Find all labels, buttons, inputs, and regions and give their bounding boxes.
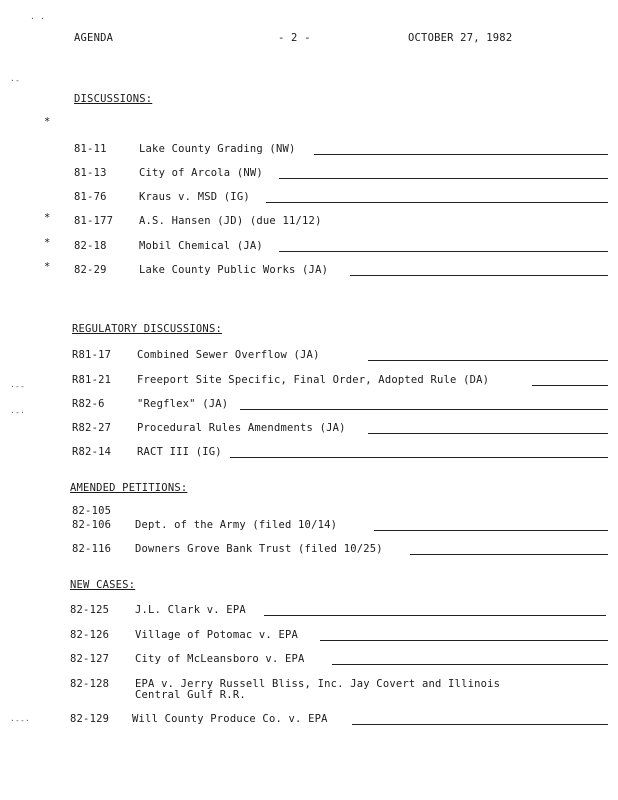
entry-line [320, 640, 608, 641]
list-item [74, 165, 608, 181]
list-item [72, 444, 608, 460]
entry-line [279, 251, 608, 252]
case-number: R82-14 [72, 446, 112, 458]
case-title: Kraus v. MSD (IG) [139, 191, 250, 203]
case-title: Mobil Chemical (JA) [139, 240, 263, 252]
case-title: EPA v. Jerry Russell Bliss, Inc. Jay Covert and Illinois [135, 678, 501, 690]
case-title: Freeport Site Specific, Final Order, Adopted Rule (DA) [137, 374, 490, 386]
case-number: 82-126 [70, 629, 110, 641]
case-title: J.L. Clark v. EPA [135, 604, 246, 616]
case-number: 82-18 [74, 240, 107, 252]
asterisk-mark: * [44, 116, 51, 128]
case-title: Procedural Rules Amendments (JA) [137, 422, 346, 434]
case-title: A.S. Hansen (JD) (due 11/12) [139, 215, 322, 227]
case-title: Dept. of the Army (filed 10/14) [135, 519, 338, 531]
list-item [72, 396, 608, 412]
entry-line [266, 202, 608, 203]
list-item [72, 372, 608, 388]
list-item [74, 262, 608, 278]
case-number: 82-128 [70, 678, 110, 690]
scan-speck: ·-- [10, 382, 26, 391]
entry-line [368, 433, 608, 434]
header-agenda-label: AGENDA [74, 32, 114, 44]
list-item [74, 189, 608, 205]
case-title: Village of Potomac v. EPA [135, 629, 299, 641]
list-item [74, 238, 608, 254]
entry-line [264, 615, 606, 616]
list-item [70, 627, 608, 643]
list-item [70, 602, 606, 618]
list-item [70, 711, 608, 727]
asterisk-mark: * [44, 212, 51, 224]
entry-line [332, 664, 608, 665]
case-number: 82-129 [70, 713, 110, 725]
case-number: 81-11 [74, 143, 107, 155]
case-title: Will County Produce Co. v. EPA [132, 713, 328, 725]
case-number: 82-106 [72, 519, 112, 531]
case-number: 82-125 [70, 604, 110, 616]
list-item [74, 141, 608, 157]
case-title: Combined Sewer Overflow (JA) [137, 349, 320, 361]
case-title: Downers Grove Bank Trust (filed 10/25) [135, 543, 383, 555]
asterisk-mark: * [44, 237, 51, 249]
case-title: Lake County Public Works (JA) [139, 264, 329, 276]
case-title: RACT III (IG) [137, 446, 222, 458]
case-number: R81-17 [72, 349, 112, 361]
header-page-number: - 2 - [278, 32, 311, 44]
case-title: City of Arcola (NW) [139, 167, 263, 179]
entry-line [230, 457, 608, 458]
case-number: R81-21 [72, 374, 112, 386]
entry-line [410, 554, 608, 555]
case-number: 82-105 [72, 505, 112, 517]
scan-speck: ·- [10, 76, 21, 85]
entry-line [352, 724, 608, 725]
header-date: OCTOBER 27, 1982 [408, 32, 513, 44]
case-number: 81-76 [74, 191, 107, 203]
case-number: 82-29 [74, 264, 107, 276]
entry-line [240, 409, 608, 410]
case-title: City of McLeansboro v. EPA [135, 653, 305, 665]
entry-line [350, 275, 608, 276]
case-number: 82-127 [70, 653, 110, 665]
entry-line [532, 385, 608, 386]
case-number: R82-6 [72, 398, 105, 410]
list-item [72, 420, 608, 436]
list-item [72, 541, 608, 557]
section-heading-discussions: DISCUSSIONS: [74, 93, 153, 105]
case-title: "Regflex" (JA) [137, 398, 229, 410]
entry-line [314, 154, 608, 155]
section-heading-amended-petitions: AMENDED PETITIONS: [70, 482, 188, 494]
asterisk-mark: * [44, 261, 51, 273]
entry-line [374, 530, 608, 531]
list-item [70, 651, 608, 667]
scan-speck: ·-· [10, 408, 26, 417]
list-item [72, 347, 608, 363]
case-title: Lake County Grading (NW) [139, 143, 296, 155]
case-number: 81-177 [74, 215, 114, 227]
case-number: 82-116 [72, 543, 112, 555]
list-item [74, 213, 608, 229]
case-number: 81-13 [74, 167, 107, 179]
section-heading-regulatory: REGULATORY DISCUSSIONS: [72, 323, 222, 335]
list-item [72, 517, 608, 533]
scan-speck: ·--· [10, 716, 31, 725]
entry-line [279, 178, 608, 179]
entry-line [368, 360, 608, 361]
section-heading-new-cases: NEW CASES: [70, 579, 136, 591]
scan-speck: · · [30, 14, 46, 23]
case-number: R82-27 [72, 422, 112, 434]
case-title-continuation: Central Gulf R.R. [135, 689, 246, 701]
